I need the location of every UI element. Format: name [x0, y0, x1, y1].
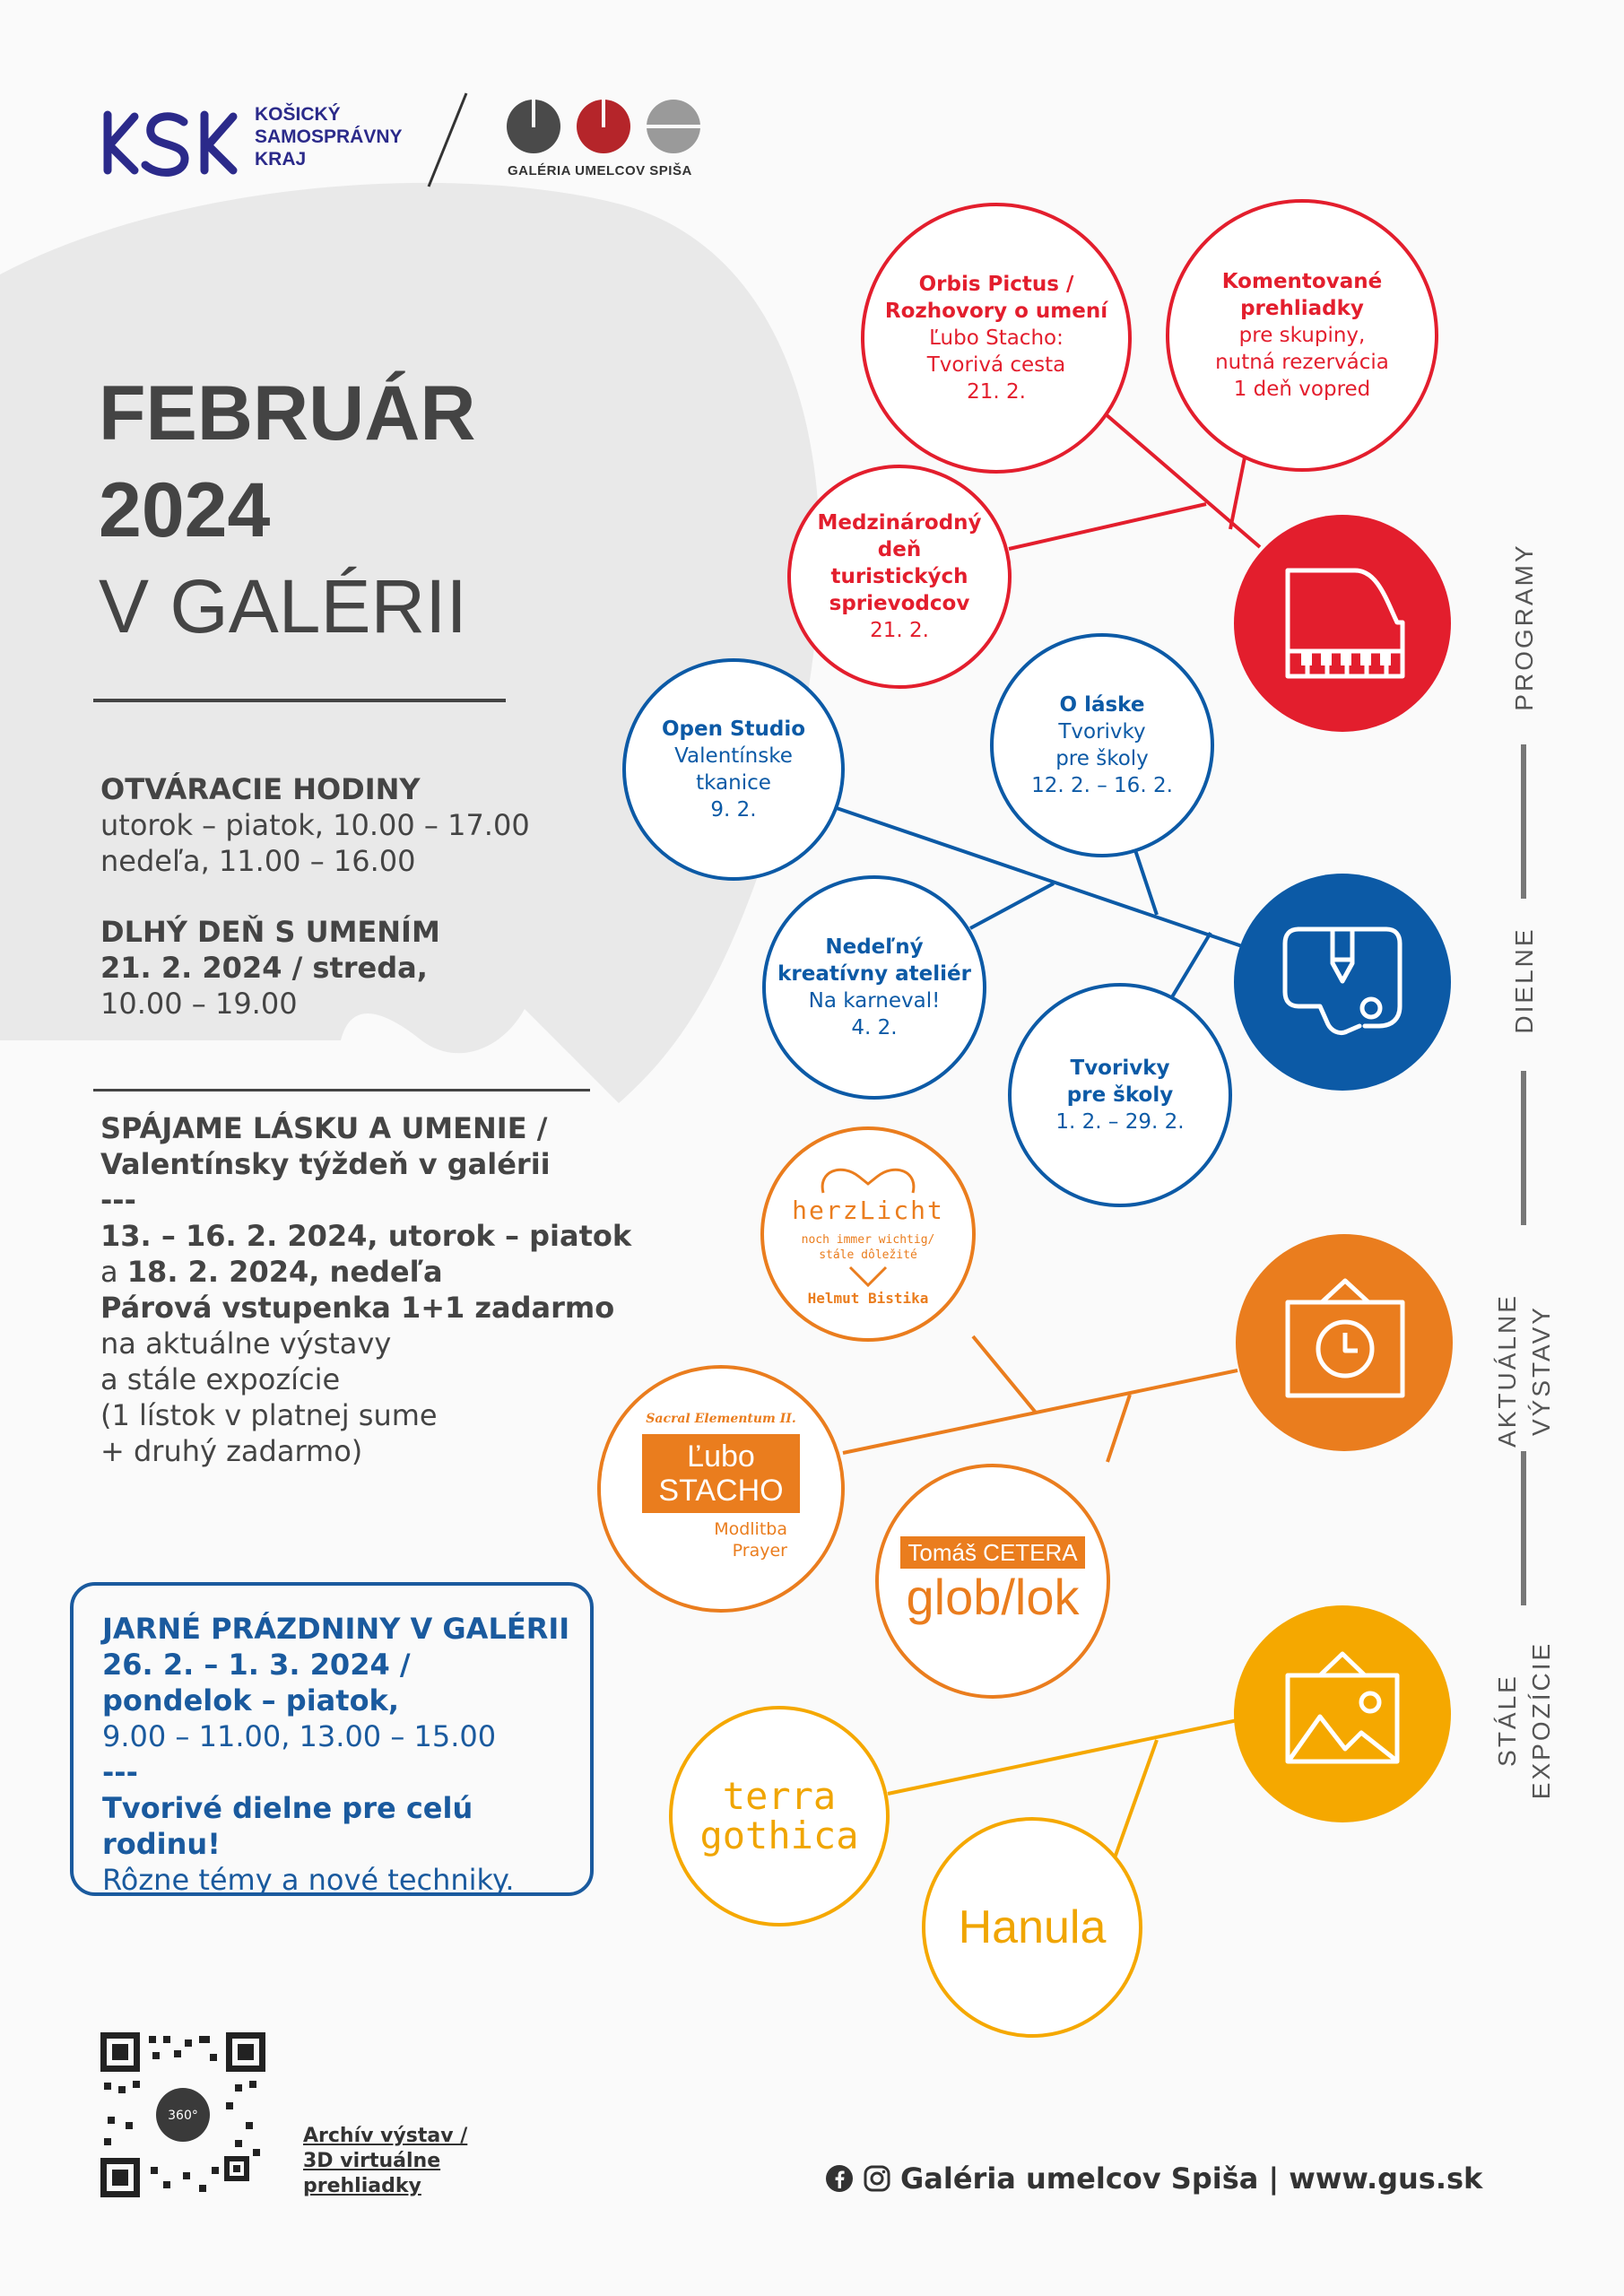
logo-divider — [420, 90, 473, 190]
footer-text[interactable]: Galéria umelcov Spiša | www.gus.sk — [900, 2161, 1483, 2196]
program-title: Komentované — [1221, 270, 1383, 293]
side-label-line: STÁLE — [1493, 1674, 1521, 1767]
workshop-text: pre školy — [1055, 747, 1149, 770]
side-label-line: EXPOZÍCIE — [1527, 1640, 1555, 1800]
heart-outline-icon — [814, 1161, 922, 1196]
program-title: turistických — [830, 565, 968, 588]
hanula-title: Hanula — [958, 1901, 1107, 1953]
valentine-ticket: Párová vstupenka 1+1 zadarmo — [100, 1291, 615, 1325]
archive-link-line: Archív výstav / — [303, 2125, 468, 2147]
workshop-text: Na karneval! — [808, 989, 941, 1013]
ksk-name-line: KRAJ — [255, 149, 307, 170]
terra-gothica-line: terra — [722, 1774, 837, 1818]
herzlicht-subtitle: noch immer wichtig/ — [801, 1233, 935, 1247]
exhibition-cetera[interactable] — [875, 1464, 1110, 1699]
program-title: Orbis Pictus / — [918, 273, 1074, 296]
stacho-subtitle-en: Prayer — [732, 1541, 787, 1561]
exhibitions-hub — [1236, 1234, 1453, 1451]
side-label-dielne: DIELNE — [1510, 926, 1538, 1034]
program-title: Medzinárodný — [817, 511, 982, 535]
spring-dates: 26. 2. – 1. 3. 2024 / — [102, 1648, 411, 1682]
ksk-name-line: KOŠICKÝ — [255, 104, 341, 125]
valentine-separator: --- — [100, 1183, 136, 1217]
opening-hours-line: nedeľa, 11.00 – 16.00 — [100, 844, 416, 878]
picture-icon — [1234, 1605, 1451, 1822]
gallery-logo — [504, 97, 705, 156]
ksk-name — [255, 103, 403, 170]
workshop-tvorivky[interactable] — [1008, 983, 1232, 1207]
opening-hours-line: utorok – piatok, 10.00 – 17.00 — [100, 808, 530, 842]
program-medzinarodny-den[interactable] — [787, 465, 1012, 689]
spring-heading: JARNÉ PRÁZDNINY V GALÉRII — [102, 1612, 570, 1646]
program-title: sprievodcov — [829, 592, 970, 615]
valentine-dates: 13. – 16. 2. 2024, utorok – piatok — [100, 1219, 632, 1253]
chevron-down-icon — [846, 1263, 890, 1290]
archive-link[interactable] — [303, 2124, 467, 2199]
workshop-title: Open Studio — [661, 718, 806, 741]
qr-code[interactable] — [100, 2032, 265, 2197]
footer — [825, 2161, 1482, 2196]
side-label-line: VÝSTAVY — [1527, 1305, 1555, 1437]
cetera-author: Tomáš CETERA — [900, 1536, 1084, 1569]
spring-topics: Rôzne témy a nové techniky. — [102, 1863, 515, 1897]
valentine-line: a stále expozície — [100, 1362, 341, 1396]
program-text: Ľubo Stacho: — [929, 326, 1064, 350]
side-label-line: AKTUÁLNE — [1493, 1293, 1521, 1448]
archive-link-line: 3D virtuálne — [303, 2150, 441, 2172]
workshop-date: 1. 2. – 29. 2. — [1055, 1110, 1185, 1134]
valentine-heading: SPÁJAME LÁSKU A UMENIE / — [100, 1111, 548, 1145]
title-divider — [93, 699, 506, 702]
valentine-sunday — [100, 1254, 631, 1290]
spring-times: 9.00 – 11.00, 13.00 – 15.00 — [102, 1719, 497, 1753]
program-text: Tvorivá cesta — [926, 353, 1066, 377]
facebook-icon[interactable] — [825, 2164, 854, 2193]
workshop-title: Nedeľný — [825, 935, 924, 959]
workshop-date: 4. 2. — [851, 1016, 898, 1039]
stacho-name-block — [642, 1434, 800, 1513]
title-year: 2024 — [99, 467, 271, 553]
archive-link-line: prehliadky — [303, 2175, 421, 2197]
permanent-hub — [1234, 1605, 1451, 1822]
workshop-text: tkanice — [696, 771, 771, 795]
spring-holidays-box — [70, 1582, 594, 1896]
valentine-sunday-date: 18. 2. 2024, nedeľa — [126, 1255, 443, 1289]
side-divider — [1521, 1071, 1526, 1225]
workshops-hub — [1234, 874, 1451, 1091]
workshop-text: Valentínske — [674, 744, 793, 768]
workshop-date: 12. 2. – 16. 2. — [1031, 774, 1173, 797]
long-day-time: 10.00 – 19.00 — [100, 987, 298, 1021]
workshop-title: Tvorivky — [1070, 1057, 1170, 1080]
spring-separator: --- — [102, 1755, 138, 1789]
workshop-text: Tvorivky — [1058, 720, 1146, 744]
valentine-subheading: Valentínsky týždeň v galérii — [100, 1147, 551, 1181]
stacho-subtitle-sk: Modlitba — [714, 1519, 787, 1539]
program-date: 21. 2. — [967, 380, 1026, 404]
cetera-title: glob/lok — [906, 1569, 1080, 1625]
side-label-stale-expozicie — [1490, 1595, 1559, 1846]
stacho-series: Sacral Elementum II. — [646, 1412, 796, 1426]
ksk-name-line: SAMOSPRÁVNY — [255, 126, 403, 147]
instagram-icon[interactable] — [863, 2164, 891, 2193]
opening-hours — [100, 771, 530, 879]
exhibition-stacho[interactable] — [597, 1365, 845, 1613]
workshop-nedelny-atelier[interactable] — [762, 875, 986, 1100]
stacho-subtitle — [714, 1518, 787, 1561]
stacho-first-name: Ľubo — [687, 1439, 755, 1474]
program-text: pre skupiny, — [1238, 324, 1366, 347]
program-orbis-pictus[interactable] — [861, 203, 1132, 474]
side-divider — [1521, 1451, 1526, 1605]
section-divider — [93, 1089, 590, 1091]
workshop-title: kreatívny ateliér — [777, 962, 971, 986]
program-text: 1 deň vopred — [1233, 378, 1371, 401]
valentine-line: (1 lístok v platnej sume — [100, 1398, 438, 1432]
stacho-last-name: STACHO — [658, 1474, 784, 1508]
permanent-terra-gothica[interactable] — [669, 1706, 890, 1926]
programs-hub — [1234, 515, 1451, 732]
workshop-title: O láske — [1059, 693, 1145, 717]
gallery-name: GALÉRIA UMELCOV SPIŠA — [508, 163, 692, 178]
herzlicht-subtitle: stále dôležité — [819, 1248, 917, 1262]
valentine-section — [100, 1110, 631, 1469]
valentine-line: + druhý zadarmo) — [100, 1434, 363, 1468]
spring-days: pondelok – piatok, — [102, 1683, 399, 1718]
clock-frame-icon — [1236, 1234, 1453, 1451]
program-title: prehliadky — [1240, 297, 1364, 320]
valentine-sunday-prefix: a — [100, 1255, 118, 1289]
spring-families: Tvorivé dielne pre celú rodinu! — [102, 1791, 473, 1861]
title-gallery: V GALÉRII — [99, 564, 467, 648]
terra-gothica-line: gothica — [699, 1813, 859, 1857]
long-day-date: 21. 2. 2024 / streda, — [100, 951, 428, 985]
workshop-title: pre školy — [1066, 1083, 1174, 1107]
long-day-heading: DLHÝ DEŇ S UMENÍM — [100, 915, 440, 949]
workshop-o-laske[interactable] — [990, 633, 1214, 857]
side-label-programy: PROGRAMY — [1510, 543, 1538, 711]
qr-badge-text: 360° — [168, 2109, 198, 2123]
ksk-logo — [99, 106, 251, 179]
piano-icon — [1234, 515, 1451, 732]
opening-hours-heading: OTVÁRACIE HODINY — [100, 772, 421, 806]
herzlicht-title: herzLicht — [792, 1196, 944, 1225]
program-komentovane-prehliadky[interactable] — [1166, 199, 1438, 472]
exhibition-herzlicht[interactable] — [760, 1126, 976, 1342]
herzlicht-author: Helmut Bistika — [807, 1290, 929, 1307]
program-date: 21. 2. — [870, 619, 929, 642]
pen-tablet-icon — [1234, 874, 1451, 1091]
long-day — [100, 914, 440, 1022]
program-title: Rozhovory o umení — [884, 300, 1108, 323]
program-title: deň — [877, 538, 922, 561]
permanent-hanula[interactable] — [922, 1817, 1142, 2038]
workshop-date: 9. 2. — [710, 798, 757, 822]
program-text: nutná rezervácia — [1215, 351, 1389, 374]
title-month: FEBRUÁR — [99, 370, 476, 457]
valentine-line: na aktuálne výstavy — [100, 1326, 392, 1361]
workshop-open-studio[interactable] — [622, 658, 845, 881]
